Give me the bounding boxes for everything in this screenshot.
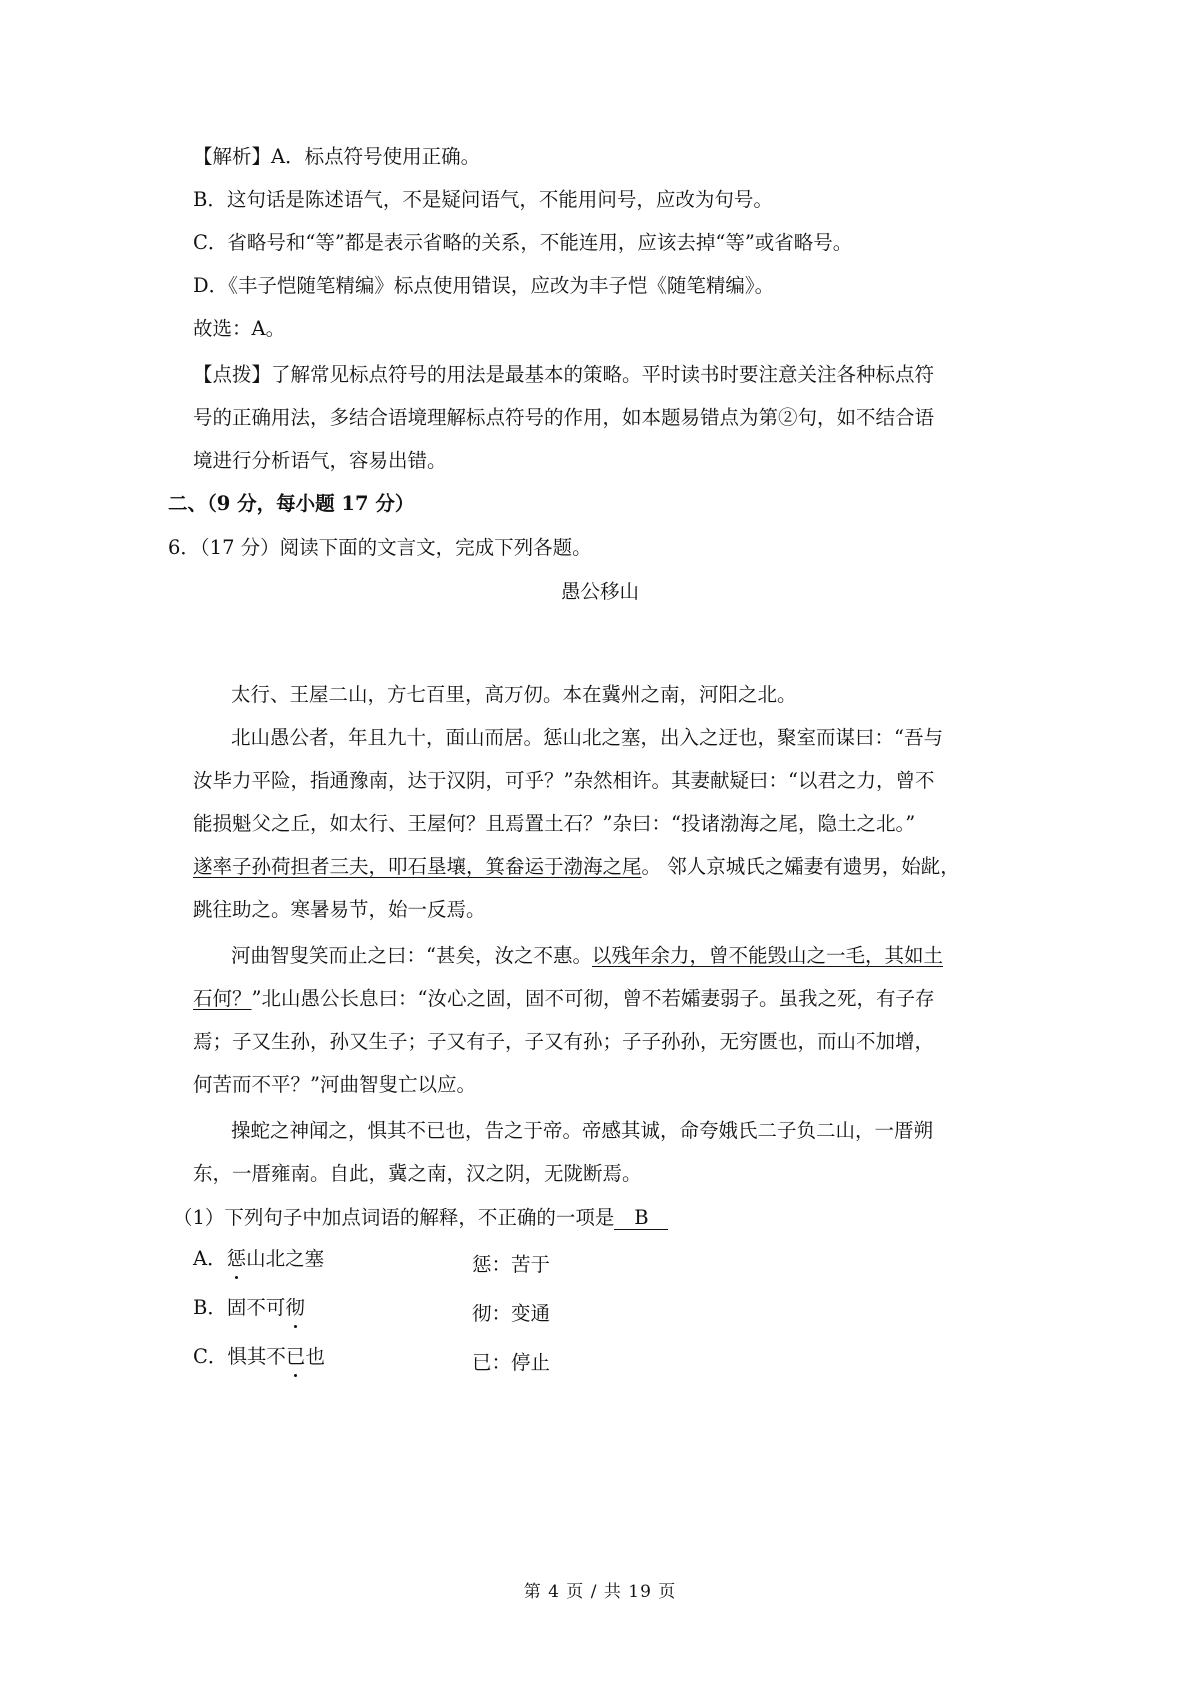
- question-stem: 6．（17 分）阅读下面的文言文，完成下列各题。: [168, 536, 592, 559]
- section-heading: 二、（9 分，每小题 17 分）: [168, 492, 415, 515]
- passage-title: 愚公移山: [560, 580, 639, 603]
- option-c: [193, 1343, 325, 1371]
- passage-text: ”北山愚公长息曰：“汝心之固，固不可彻，曾不若孀妻弱子。虽我之死，有子存: [251, 987, 935, 1010]
- dotted-word: 已: [286, 1343, 306, 1371]
- subquestion-text: （1）下列句子中加点词语的解释，不正确的一项是: [173, 1206, 615, 1229]
- passage-line: 东，一厝雍南。自此，冀之南，汉之阴，无陇断焉。: [193, 1162, 642, 1185]
- option-gloss: 彻：变通: [472, 1302, 551, 1325]
- subquestion-stem: [173, 1204, 668, 1232]
- passage-line: 能损魁父之丘，如太行、王屋何？且焉置土石？”杂曰：“投诸渤海之尾，隐土之北。”: [193, 812, 916, 835]
- underlined-sentence: 石何？: [193, 987, 252, 1010]
- page-number: 第 4 页 / 共 19 页: [523, 1582, 677, 1602]
- passage-line: 汝毕力平险，指通豫南，达于汉阴，可乎？”杂然相许。其妻献疑曰：“以君之力，曾不: [193, 769, 935, 792]
- passage-line: 北山愚公者，年且九十，面山而居。惩山北之塞，出入之迂也，聚室而谋曰：“吾与: [231, 726, 943, 749]
- tip-line: 境进行分析语气，容易出错。: [193, 449, 447, 472]
- option-label: A．: [193, 1247, 227, 1270]
- option-label: B．固不可: [193, 1296, 286, 1319]
- option-a: [193, 1245, 324, 1273]
- underlined-sentence: 以残年余力，曾不能毁山之一毛，其如土: [591, 944, 943, 967]
- passage-line: [193, 985, 934, 1013]
- passage-line: 太行、王屋二山，方七百里，高万仞。本在冀州之南，河阳之北。: [231, 683, 797, 706]
- dotted-word: 彻: [285, 1294, 305, 1322]
- option-label: C．惧其不: [193, 1345, 286, 1368]
- passage-text: 。 邻人京城氏之孀妻有遗男，始龀，: [641, 855, 960, 878]
- tip-line: 【点拨】了解常见标点符号的用法是最基本的策略。平时读书时要注意关注各种标点符: [193, 363, 935, 386]
- option-text: 也: [305, 1345, 325, 1368]
- analysis-line: B．这句话是陈述语气，不是疑问语气，不能用问号，应改为句号。: [193, 188, 773, 211]
- analysis-line: D．《丰子恺随笔精编》标点使用错误，应改为丰子恺《随笔精编》。: [193, 274, 775, 297]
- option-gloss: 已：停止: [472, 1351, 551, 1374]
- passage-line: [231, 942, 943, 970]
- analysis-line: C．省略号和“等”都是表示省略的关系，不能连用，应该去掉“等”或省略号。: [193, 231, 853, 254]
- analysis-line: 故选：A。: [193, 317, 286, 340]
- passage-line: 操蛇之神闻之，惧其不已也，告之于帝。帝感其诚，命夸娥氏二子负二山，一厝朔: [231, 1119, 934, 1142]
- option-text: 山北之塞: [246, 1247, 325, 1270]
- passage-line: 焉；子又生孙，孙又生子；子又有子，子又有孙；子子孙孙，无穷匮也，而山不加增，: [193, 1030, 935, 1053]
- option-gloss: 惩：苦于: [472, 1253, 551, 1276]
- passage-line: 跳往助之。寒暑易节，始一反焉。: [193, 898, 486, 921]
- underlined-sentence: 遂率子孙荷担者三夫，叩石垦壤，箕畚运于渤海之尾: [193, 855, 642, 878]
- dotted-word: 惩: [227, 1245, 247, 1273]
- passage-line: 何苦而不平？”河曲智叟亡以应。: [193, 1073, 476, 1096]
- option-b: [193, 1294, 305, 1322]
- tip-line: 号的正确用法，多结合语境理解标点符号的作用，如本题易错点为第②句，如不结合语: [193, 406, 935, 429]
- passage-line: [193, 853, 960, 881]
- analysis-line: 【解析】A．标点符号使用正确。: [193, 145, 481, 168]
- answer-blank: B: [614, 1207, 668, 1230]
- passage-text: 河曲智叟笑而止之曰：“甚矣，汝之不惠。: [231, 944, 592, 967]
